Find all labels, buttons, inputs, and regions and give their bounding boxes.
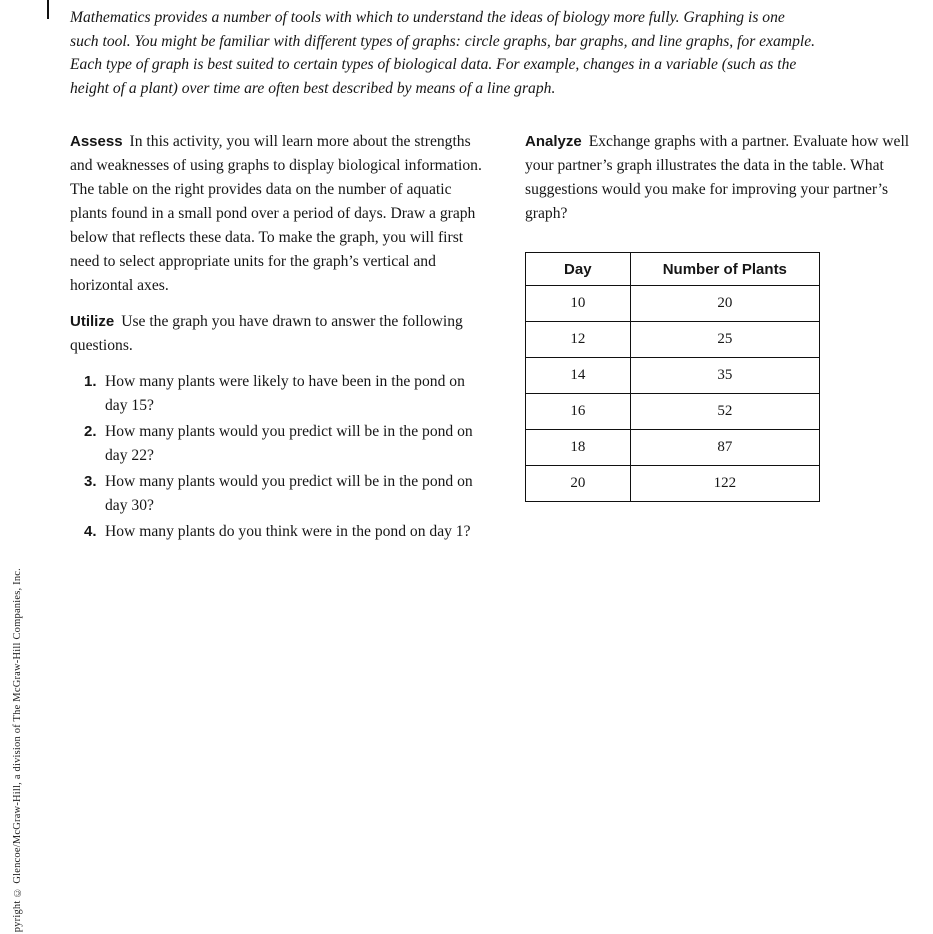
table-cell-day: 20 <box>526 466 631 502</box>
utilize-paragraph <box>70 310 490 358</box>
table-row <box>526 394 820 430</box>
left-column <box>70 130 490 546</box>
table-cell-plants: 35 <box>630 358 819 394</box>
question-number: 1. <box>84 373 97 391</box>
table-row <box>526 466 820 502</box>
copyright-vertical-text: pyright © Glencoe/McGraw-Hill, a division of The McGraw-Hill Companies, Inc. <box>12 567 23 932</box>
plants-data-table <box>525 252 820 502</box>
question-item-2 <box>84 420 490 468</box>
intro-paragraph: Mathematics provides a number of tools with which to understand the ideas of biology more fully. Graphing is one such tool. You might be familiar with different types of graphs: circle graphs, bar graphs, and line graphs, for example. Each type of graph is best suited to certain types of biological data. For example, changes in a variable (such as the height of a plant) over time are often best described by means of a line graph. <box>70 9 816 97</box>
question-text: How many plants would you predict will be in the pond on day 30? <box>105 473 473 515</box>
table-cell-plants: 25 <box>630 322 819 358</box>
table-cell-plants: 52 <box>630 394 819 430</box>
table-cell-day: 12 <box>526 322 631 358</box>
table-header-row <box>526 253 820 286</box>
table-body <box>526 286 820 502</box>
assess-paragraph <box>70 130 490 298</box>
table-cell-day: 18 <box>526 430 631 466</box>
analyze-text: Exchange graphs with a partner. Evaluate how well your partner’s graph illustrates the data in the table. What suggestions would you make for improving your partner’s graph? <box>525 133 910 223</box>
question-number: 4. <box>84 523 97 541</box>
question-item-4 <box>84 520 490 544</box>
table-cell-plants: 20 <box>630 286 819 322</box>
table-cell-plants: 122 <box>630 466 819 502</box>
question-number: 2. <box>84 423 97 441</box>
question-text: How many plants do you think were in the pond on day 1? <box>105 523 471 541</box>
table-header-plants: Number of Plants <box>630 253 819 286</box>
table-row <box>526 358 820 394</box>
utilize-label: Utilize <box>70 313 115 331</box>
question-number: 3. <box>84 473 97 491</box>
table-cell-day: 10 <box>526 286 631 322</box>
question-item-3 <box>84 470 490 518</box>
table-header-day: Day <box>526 253 631 286</box>
table-row <box>526 322 820 358</box>
utilize-text: Use the graph you have drawn to answer the following questions. <box>70 313 463 355</box>
question-text: How many plants would you predict will be in the pond on day 22? <box>105 423 473 465</box>
table-row <box>526 430 820 466</box>
questions-list <box>84 370 490 544</box>
analyze-paragraph <box>525 130 930 226</box>
table-cell-day: 14 <box>526 358 631 394</box>
assess-text: In this activity, you will learn more about the strengths and weaknesses of using graphs to display biological information. The table on the right provides data on the number of aquatic plants found in a small pond over a period of days. Draw a graph below that reflects these data. To make the graph, you will first need to select appropriate units for the graph’s vertical and horizontal axes. <box>70 133 482 295</box>
assess-label: Assess <box>70 133 123 151</box>
two-column-layout <box>70 130 930 546</box>
table-cell-plants: 87 <box>630 430 819 466</box>
table-row <box>526 286 820 322</box>
table-cell-day: 16 <box>526 394 631 430</box>
crop-mark <box>47 0 49 19</box>
page-content <box>70 6 930 546</box>
question-text: How many plants were likely to have been in the pond on day 15? <box>105 373 465 415</box>
question-item-1 <box>84 370 490 418</box>
analyze-label: Analyze <box>525 133 582 151</box>
right-column <box>525 130 930 546</box>
